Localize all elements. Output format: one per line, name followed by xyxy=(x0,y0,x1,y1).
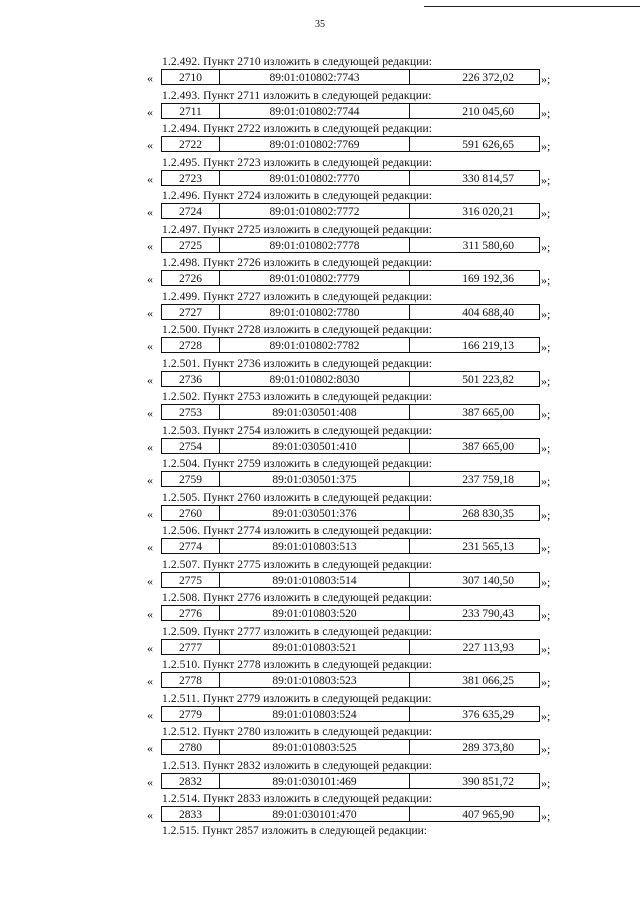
amendment-row xyxy=(0,605,640,622)
amendment-heading: 1.2.499. Пункт 2727 изложить в следующей редакции: xyxy=(162,290,432,303)
amendment-entry xyxy=(0,491,640,525)
value-cell: 226 372,02 xyxy=(462,72,514,84)
opening-quote: « xyxy=(147,808,153,822)
cadastral-number-cell: 89:01:010802:7779 xyxy=(220,271,410,285)
amendment-heading: 1.2.492. Пункт 2710 изложить в следующей редакции: xyxy=(162,56,432,68)
amendment-heading: 1.2.503. Пункт 2754 изложить в следующей редакции: xyxy=(162,424,432,437)
closing-quote: »; xyxy=(541,775,551,790)
amendment-table xyxy=(161,270,540,286)
amendment-table xyxy=(161,572,540,588)
amendment-row xyxy=(0,103,640,120)
opening-quote: « xyxy=(147,674,153,688)
item-number-cell: 2832 xyxy=(162,774,220,788)
amendment-entry xyxy=(0,223,640,257)
value-cell: 311 580,60 xyxy=(462,239,514,252)
opening-quote: « xyxy=(147,104,153,119)
item-number-cell: 2727 xyxy=(162,305,220,319)
amendment-table xyxy=(161,672,540,688)
amendment-table xyxy=(161,639,540,655)
value-cell: 268 830,35 xyxy=(462,507,514,520)
amendment-list xyxy=(0,55,640,826)
cadastral-number-cell: 89:01:030101:470 xyxy=(220,807,410,821)
item-number-cell: 2780 xyxy=(162,740,220,754)
amendment-entry xyxy=(0,658,640,692)
value-cell: 307 140,50 xyxy=(462,574,514,587)
closing-quote: »; xyxy=(541,340,551,354)
closing-quote: »; xyxy=(541,373,551,388)
opening-quote: « xyxy=(147,774,153,789)
amendment-heading: 1.2.501. Пункт 2736 изложить в следующей редакции: xyxy=(162,357,432,370)
closing-quote: »; xyxy=(541,474,551,488)
amendment-heading: 1.2.509. Пункт 2777 изложить в следующей редакции: xyxy=(162,625,432,638)
amendment-table xyxy=(161,103,540,119)
opening-quote: « xyxy=(147,506,153,521)
cadastral-number-cell: 89:01:010802:7778 xyxy=(220,238,410,252)
cadastral-number-cell: 89:01:010803:513 xyxy=(220,539,410,553)
amendment-row xyxy=(0,237,640,254)
opening-quote: « xyxy=(147,305,153,320)
amendment-table xyxy=(161,505,540,521)
amendment-table xyxy=(161,69,540,85)
amendment-row xyxy=(0,337,640,354)
amendment-entry xyxy=(0,725,640,759)
opening-quote: « xyxy=(147,372,153,387)
amendment-heading: 1.2.512. Пункт 2780 изложить в следующей редакции: xyxy=(162,726,432,738)
amendment-heading: 1.2.507. Пункт 2775 изложить в следующей редакции: xyxy=(162,558,432,571)
amendment-row xyxy=(0,806,640,823)
item-number-cell: 2722 xyxy=(162,137,220,151)
value-cell: 289 373,80 xyxy=(462,742,514,754)
amendment-row xyxy=(0,773,640,790)
value-cell: 316 020,21 xyxy=(462,206,514,218)
value-cell: 591 626,65 xyxy=(462,139,514,151)
closing-quote: »; xyxy=(541,172,551,187)
amendment-heading: 1.2.493. Пункт 2711 изложить в следующей редакции: xyxy=(162,89,432,102)
opening-quote: « xyxy=(147,607,153,621)
amendment-entry xyxy=(0,692,640,726)
item-number-cell: 2725 xyxy=(162,238,220,252)
amendment-heading: 1.2.514. Пункт 2833 изложить в следующей редакции: xyxy=(162,793,432,805)
opening-quote: « xyxy=(147,339,153,353)
amendment-entry xyxy=(0,122,640,156)
item-number-cell: 2778 xyxy=(162,673,220,687)
cadastral-number-cell: 89:01:010802:7772 xyxy=(220,204,410,218)
item-number-cell: 2759 xyxy=(162,472,220,486)
closing-quote: »; xyxy=(541,809,551,823)
amendment-heading: 1.2.497. Пункт 2725 изложить в следующей редакции: xyxy=(162,223,432,236)
amendment-entry xyxy=(0,256,640,290)
amendment-heading: 1.2.510. Пункт 2778 изложить в следующей редакции: xyxy=(162,659,432,671)
item-number-cell: 2760 xyxy=(162,506,220,520)
item-number-cell: 2711 xyxy=(162,104,220,118)
amendment-entry xyxy=(0,357,640,391)
amendment-row xyxy=(0,371,640,388)
amendment-row xyxy=(0,706,640,723)
closing-quote: »; xyxy=(541,675,551,689)
amendment-entry xyxy=(0,591,640,625)
opening-quote: « xyxy=(147,272,153,286)
item-number-cell: 2728 xyxy=(162,338,220,352)
amendment-table xyxy=(161,371,540,387)
amendment-heading: 1.2.504. Пункт 2759 изложить в следующей редакции: xyxy=(162,458,432,470)
cadastral-number-cell: 89:01:010803:524 xyxy=(220,707,410,721)
cadastral-number-cell: 89:01:010803:520 xyxy=(220,606,410,620)
value-cell: 169 192,36 xyxy=(462,273,514,285)
item-number-cell: 2777 xyxy=(162,640,220,654)
closing-quote: »; xyxy=(541,574,551,589)
closing-quote: »; xyxy=(541,507,551,522)
cadastral-number-cell: 89:01:010802:7743 xyxy=(220,70,410,84)
amendment-entry xyxy=(0,558,640,592)
amendment-row xyxy=(0,739,640,756)
opening-quote: « xyxy=(147,406,153,420)
top-rule xyxy=(424,6,640,7)
opening-quote: « xyxy=(147,640,153,655)
closing-quote: »; xyxy=(541,608,551,622)
closing-quote: »; xyxy=(541,708,551,723)
amendment-entry xyxy=(0,524,640,558)
amendment-entry xyxy=(0,424,640,458)
amendment-row xyxy=(0,538,640,555)
amendment-heading: 1.2.508. Пункт 2776 изложить в следующей редакции: xyxy=(162,592,432,604)
opening-quote: « xyxy=(147,473,153,487)
trailing-heading: 1.2.515. Пункт 2857 изложить в следующей редакции: xyxy=(162,825,427,837)
amendment-table xyxy=(161,538,540,554)
cadastral-number-cell: 89:01:010802:7770 xyxy=(220,171,410,185)
cadastral-number-cell: 89:01:010803:514 xyxy=(220,573,410,587)
cadastral-number-cell: 89:01:010802:7769 xyxy=(220,137,410,151)
amendment-row xyxy=(0,304,640,321)
amendment-entry xyxy=(0,390,640,424)
closing-quote: »; xyxy=(541,407,551,421)
value-cell: 233 790,43 xyxy=(462,608,514,620)
item-number-cell: 2774 xyxy=(162,539,220,553)
value-cell: 501 223,82 xyxy=(462,373,514,386)
amendment-table xyxy=(161,773,540,789)
opening-quote: « xyxy=(147,573,153,588)
cadastral-number-cell: 89:01:010803:521 xyxy=(220,640,410,654)
page-number: 35 xyxy=(315,19,325,30)
amendment-row xyxy=(0,672,640,689)
closing-quote: »; xyxy=(541,440,551,455)
cadastral-number-cell: 89:01:010802:7744 xyxy=(220,104,410,118)
amendment-entry xyxy=(0,457,640,491)
amendment-row xyxy=(0,69,640,86)
cadastral-number-cell: 89:01:010803:525 xyxy=(220,740,410,754)
item-number-cell: 2833 xyxy=(162,807,220,821)
amendment-row xyxy=(0,203,640,220)
opening-quote: « xyxy=(147,439,153,454)
item-number-cell: 2723 xyxy=(162,171,220,185)
amendment-entry xyxy=(0,189,640,223)
closing-quote: »; xyxy=(541,239,551,254)
opening-quote: « xyxy=(147,205,153,219)
amendment-heading: 1.2.505. Пункт 2760 изложить в следующей редакции: xyxy=(162,491,432,504)
closing-quote: »; xyxy=(541,139,551,153)
opening-quote: « xyxy=(147,138,153,152)
amendment-heading: 1.2.495. Пункт 2723 изложить в следующей редакции: xyxy=(162,156,432,169)
closing-quote: »; xyxy=(541,541,551,555)
amendment-table xyxy=(161,404,540,420)
cadastral-number-cell: 89:01:010802:7780 xyxy=(220,305,410,319)
value-cell: 227 113,93 xyxy=(462,641,514,654)
amendment-row xyxy=(0,404,640,421)
amendment-table xyxy=(161,136,540,152)
item-number-cell: 2754 xyxy=(162,439,220,453)
amendment-table xyxy=(161,237,540,253)
closing-quote: »; xyxy=(541,742,551,756)
amendment-table xyxy=(161,304,540,320)
item-number-cell: 2776 xyxy=(162,606,220,620)
amendment-table xyxy=(161,170,540,186)
amendment-entry xyxy=(0,323,640,357)
value-cell: 237 759,18 xyxy=(462,474,514,486)
opening-quote: « xyxy=(147,540,153,554)
item-number-cell: 2736 xyxy=(162,372,220,386)
cadastral-number-cell: 89:01:030501:408 xyxy=(220,405,410,419)
item-number-cell: 2724 xyxy=(162,204,220,218)
cadastral-number-cell: 89:01:030501:376 xyxy=(220,506,410,520)
amendment-heading: 1.2.511. Пункт 2779 изложить в следующей редакции: xyxy=(162,692,432,705)
amendment-entry xyxy=(0,625,640,659)
cadastral-number-cell: 89:01:010803:523 xyxy=(220,673,410,687)
amendment-heading: 1.2.500. Пункт 2728 изложить в следующей редакции: xyxy=(162,324,432,336)
amendment-entry xyxy=(0,792,640,826)
value-cell: 404 688,40 xyxy=(462,306,514,319)
amendment-row xyxy=(0,471,640,488)
value-cell: 231 565,13 xyxy=(462,541,514,553)
amendment-heading: 1.2.502. Пункт 2753 изложить в следующей редакции: xyxy=(162,391,432,403)
cadastral-number-cell: 89:01:010802:7782 xyxy=(220,338,410,352)
amendment-entry xyxy=(0,759,640,793)
amendment-table xyxy=(161,203,540,219)
amendment-entry xyxy=(0,156,640,190)
value-cell: 210 045,60 xyxy=(462,105,514,118)
closing-quote: »; xyxy=(541,105,551,120)
opening-quote: « xyxy=(147,707,153,722)
amendment-table xyxy=(161,706,540,722)
value-cell: 407 965,90 xyxy=(462,809,514,821)
amendment-row xyxy=(0,639,640,656)
amendment-table xyxy=(161,806,540,822)
amendment-entry xyxy=(0,89,640,123)
amendment-heading: 1.2.494. Пункт 2722 изложить в следующей редакции: xyxy=(162,123,432,135)
item-number-cell: 2726 xyxy=(162,271,220,285)
value-cell: 381 066,25 xyxy=(462,675,514,687)
amendment-row xyxy=(0,505,640,522)
amendment-row xyxy=(0,170,640,187)
amendment-row xyxy=(0,136,640,153)
amendment-entry xyxy=(0,290,640,324)
amendment-table xyxy=(161,438,540,454)
value-cell: 330 814,57 xyxy=(462,172,514,185)
item-number-cell: 2710 xyxy=(162,70,220,84)
amendment-row xyxy=(0,270,640,287)
opening-quote: « xyxy=(147,238,153,253)
closing-quote: »; xyxy=(541,306,551,321)
value-cell: 376 635,29 xyxy=(462,708,514,721)
closing-quote: »; xyxy=(541,72,551,86)
opening-quote: « xyxy=(147,171,153,186)
amendment-entry xyxy=(0,55,640,89)
item-number-cell: 2779 xyxy=(162,707,220,721)
amendment-row xyxy=(0,572,640,589)
amendment-heading: 1.2.506. Пункт 2774 изложить в следующей редакции: xyxy=(162,525,432,537)
value-cell: 166 219,13 xyxy=(462,340,514,352)
amendment-table xyxy=(161,337,540,353)
value-cell: 387 665,00 xyxy=(462,407,514,419)
item-number-cell: 2775 xyxy=(162,573,220,587)
amendment-heading: 1.2.513. Пункт 2832 изложить в следующей редакции: xyxy=(162,759,432,772)
cadastral-number-cell: 89:01:010802:8030 xyxy=(220,372,410,386)
amendment-heading: 1.2.496. Пункт 2724 изложить в следующей редакции: xyxy=(162,190,432,202)
cadastral-number-cell: 89:01:030501:410 xyxy=(220,439,410,453)
closing-quote: »; xyxy=(541,206,551,220)
amendment-row xyxy=(0,438,640,455)
value-cell: 387 665,00 xyxy=(462,440,514,453)
amendment-table xyxy=(161,605,540,621)
amendment-heading: 1.2.498. Пункт 2726 изложить в следующей редакции: xyxy=(162,257,432,269)
closing-quote: »; xyxy=(541,273,551,287)
amendment-table xyxy=(161,739,540,755)
opening-quote: « xyxy=(147,741,153,755)
opening-quote: « xyxy=(147,71,153,85)
cadastral-number-cell: 89:01:030501:375 xyxy=(220,472,410,486)
amendment-table xyxy=(161,471,540,487)
value-cell: 390 851,72 xyxy=(462,775,514,788)
closing-quote: »; xyxy=(541,641,551,656)
cadastral-number-cell: 89:01:030101:469 xyxy=(220,774,410,788)
item-number-cell: 2753 xyxy=(162,405,220,419)
